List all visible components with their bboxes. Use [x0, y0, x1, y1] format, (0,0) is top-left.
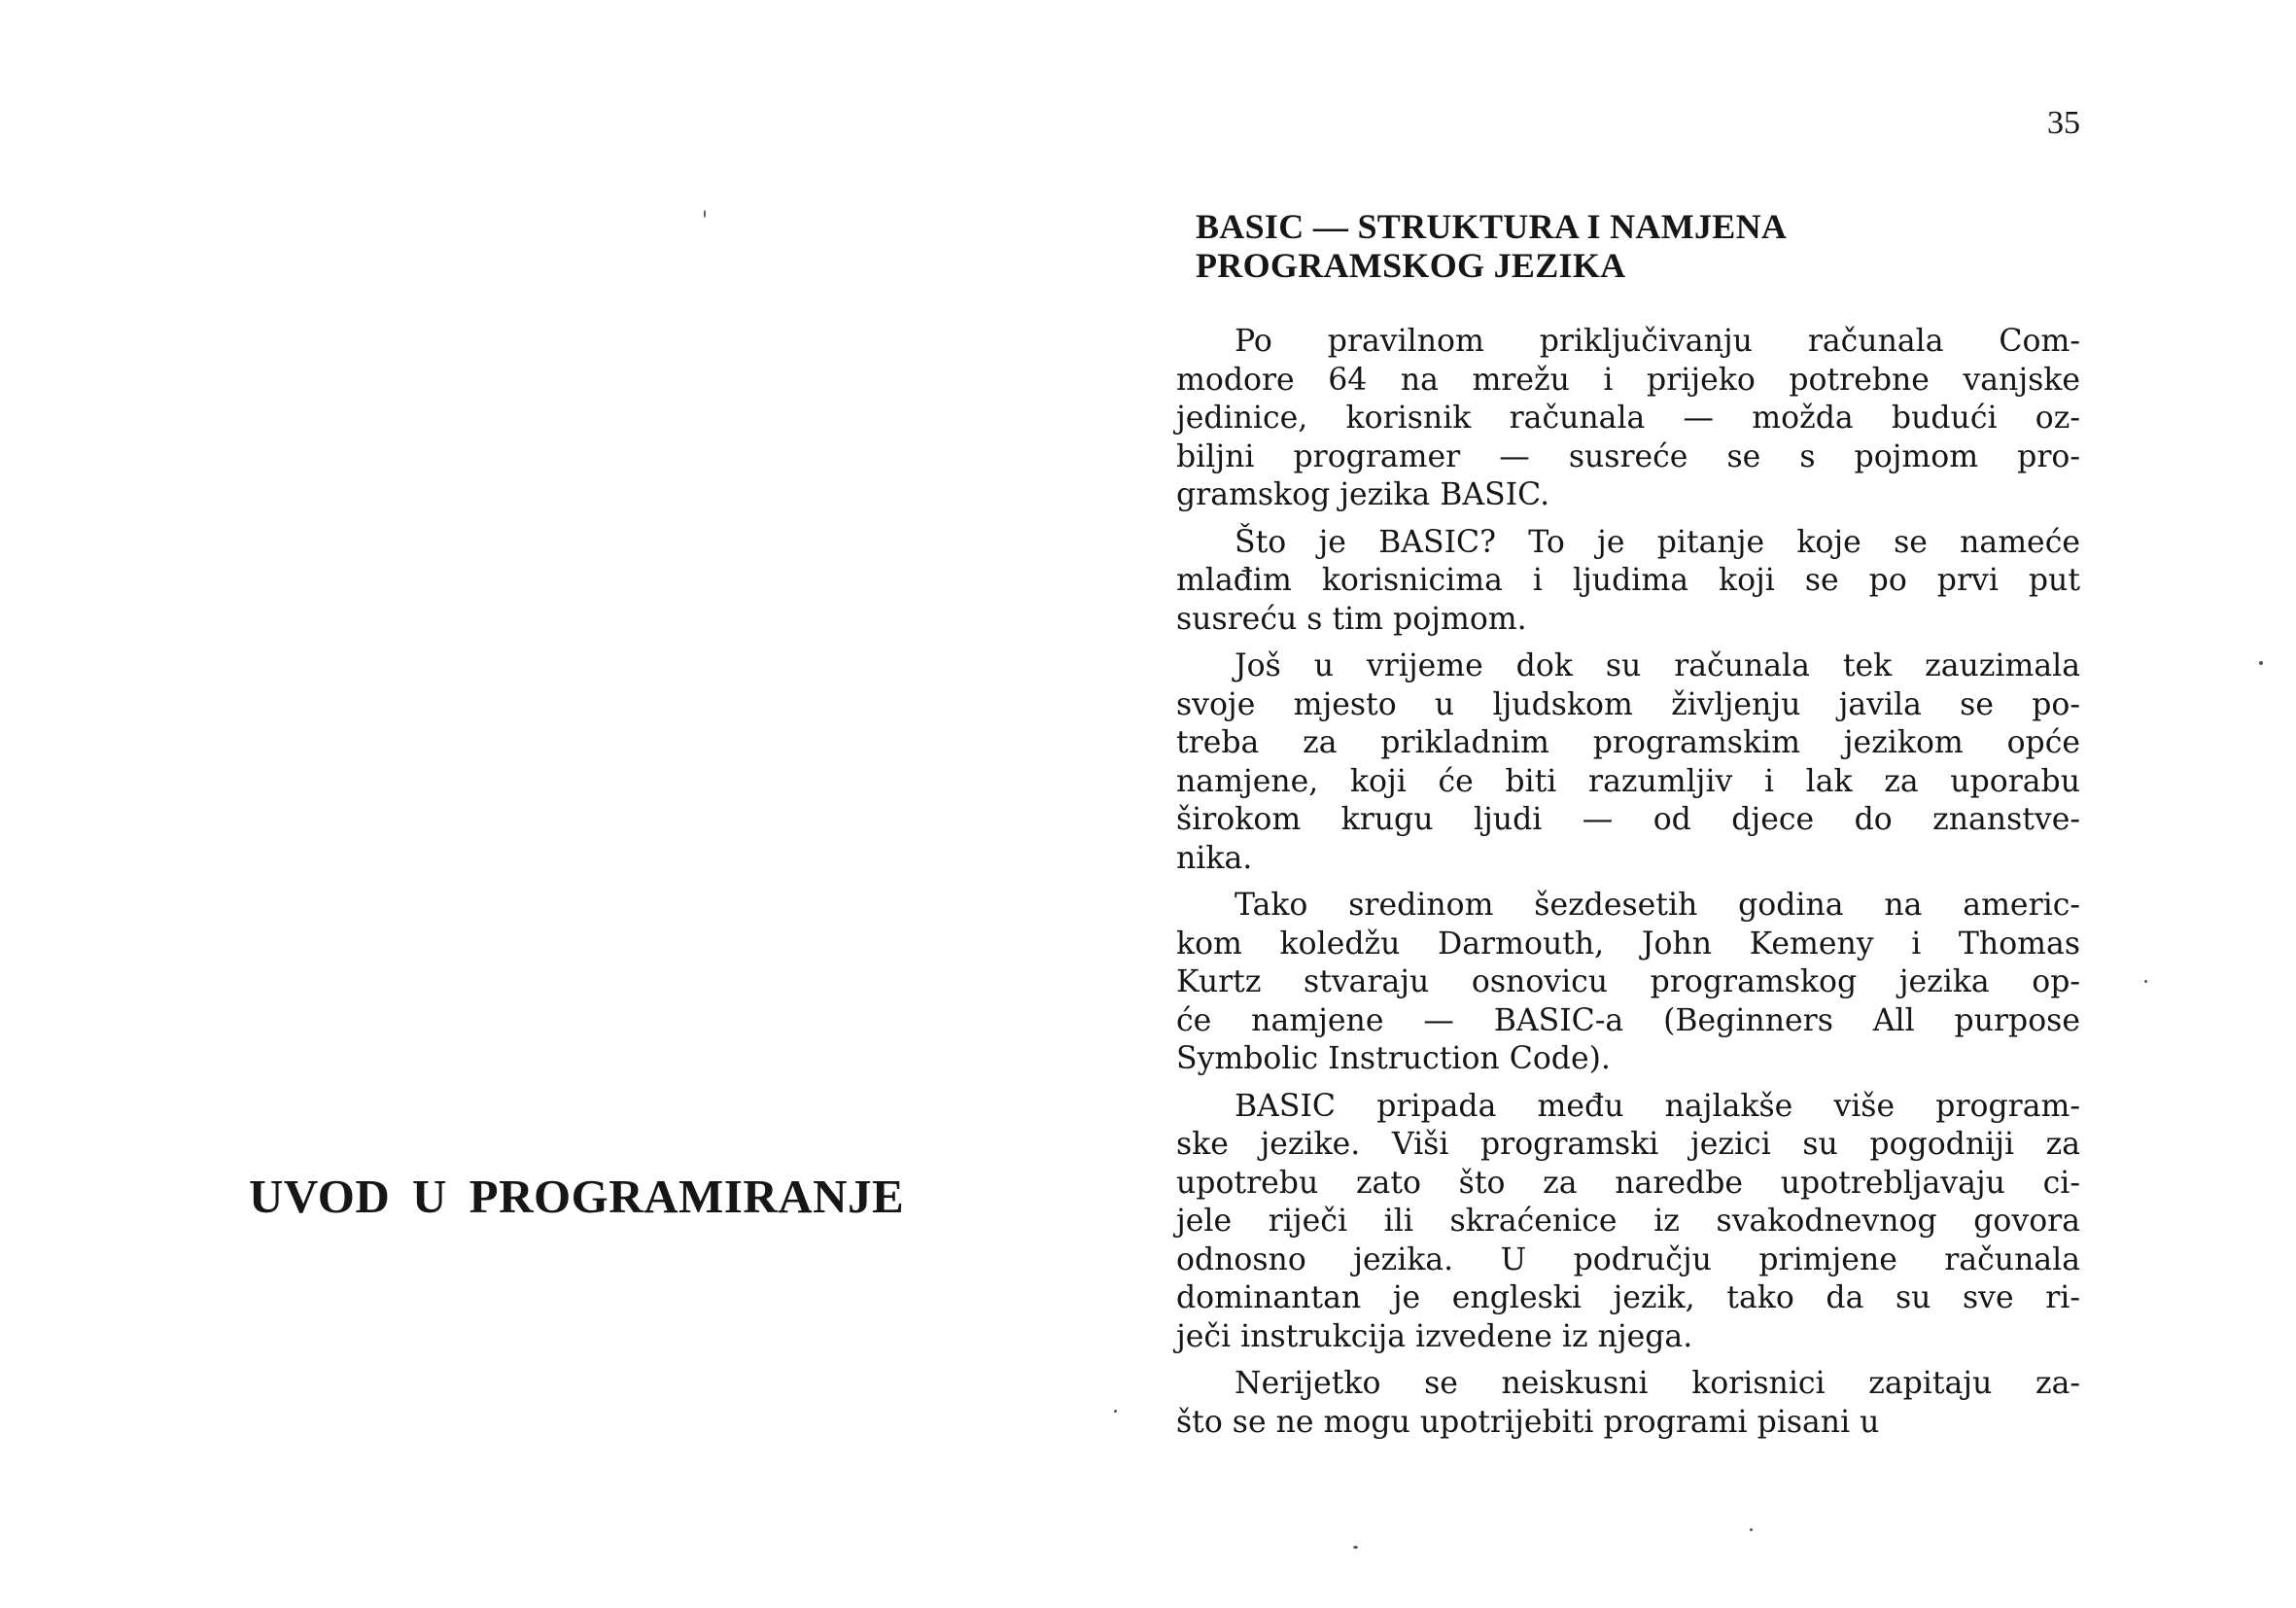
- scan-speck: [1353, 1546, 1358, 1549]
- paragraph: [1176, 647, 2080, 878]
- text-line: Po pravilnom priključivanju računala Com-: [1235, 324, 2080, 359]
- text-line: jedinice, korisnik računala — možda budući oz-: [1176, 401, 2080, 436]
- paragraph: [1176, 524, 2080, 640]
- text-line: kom koledžu Darmouth, John Kemeny i Thomas: [1176, 926, 2080, 961]
- chapter-title: UVOD U PROGRAMIRANJE: [249, 1170, 905, 1223]
- text-line: dominantan je engleski jezik, tako da su sve ri-: [1176, 1280, 2080, 1315]
- text-line: namjene, koji će biti razumljiv i lak za uporabu: [1176, 763, 2080, 799]
- text-line: modore 64 na mrežu i prijeko potrebne vanjske: [1176, 362, 2080, 398]
- scan-speck: [704, 210, 706, 218]
- text-line: odnosno jezika. U području primjene računala: [1176, 1241, 2080, 1277]
- left-page: [0, 0, 1118, 1608]
- text-line: nika.: [1176, 840, 1253, 876]
- paragraph: [1176, 1365, 2080, 1442]
- scan-speck: [1114, 1410, 1117, 1413]
- text-line: jele riječi ili skraćenice iz svakodnevnog govora: [1176, 1204, 2080, 1239]
- scan-speck: [2144, 980, 2147, 983]
- section-title: [1196, 207, 1787, 285]
- text-line: biljni programer — susreće se s pojmom pro-: [1176, 438, 2080, 474]
- right-page: [1118, 0, 2296, 1608]
- paragraph: [1176, 323, 2080, 515]
- text-line: mlađim korisnicima i ljudima koji se po prvi put: [1176, 563, 2080, 598]
- text-line: Nerijetko se neiskusni korisnici zapitaju za-: [1235, 1366, 2080, 1401]
- text-line: treba za prikladnim programskim jezikom opće: [1176, 725, 2080, 760]
- text-line: ske jezike. Viši programski jezici su pogodniji za: [1176, 1127, 2080, 1162]
- text-line: će namjene — BASIC-a (Beginners All purpose: [1176, 1002, 2080, 1038]
- scan-speck: [1750, 1528, 1753, 1531]
- section-title-line: BASIC — STRUKTURA I NAMJENA: [1196, 207, 1788, 246]
- text-line: upotrebu zato što za naredbe upotrebljavaju ci-: [1176, 1165, 2080, 1201]
- text-line: Kurtz stvaraju osnovicu programskog jezika op-: [1176, 964, 2080, 999]
- section-title-line: PROGRAMSKOG JEZIKA: [1196, 246, 1626, 285]
- text-line: gramskog jezika BASIC.: [1176, 477, 1550, 512]
- text-line: ječi instrukcija izvedene iz njega.: [1176, 1318, 1693, 1354]
- text-line: Symbolic Instruction Code).: [1176, 1041, 1611, 1076]
- paragraph: [1176, 1088, 2080, 1357]
- text-line: što se ne mogu upotrijebiti programi pisani u: [1176, 1404, 1880, 1440]
- text-line: susreću s tim pojmom.: [1176, 601, 1527, 637]
- text-line: Još u vrijeme dok su računala tek zauzimala: [1235, 648, 2080, 683]
- text-line: Što je BASIC? To je pitanje koje se nameće: [1235, 524, 2080, 560]
- text-line: BASIC pripada među najlakše više program-: [1235, 1088, 2080, 1124]
- page-number: 35: [2047, 105, 2080, 141]
- paragraph: [1176, 887, 2080, 1079]
- text-line: širokom krugu ljudi — od djece do znanstve-: [1176, 802, 2080, 837]
- scan-speck: [2259, 661, 2263, 665]
- text-line: svoje mjesto u ljudskom življenju javila se po-: [1176, 686, 2080, 722]
- text-line: Tako sredinom šezdesetih godina na americ-: [1235, 888, 2080, 923]
- body-text: [1176, 323, 2080, 1451]
